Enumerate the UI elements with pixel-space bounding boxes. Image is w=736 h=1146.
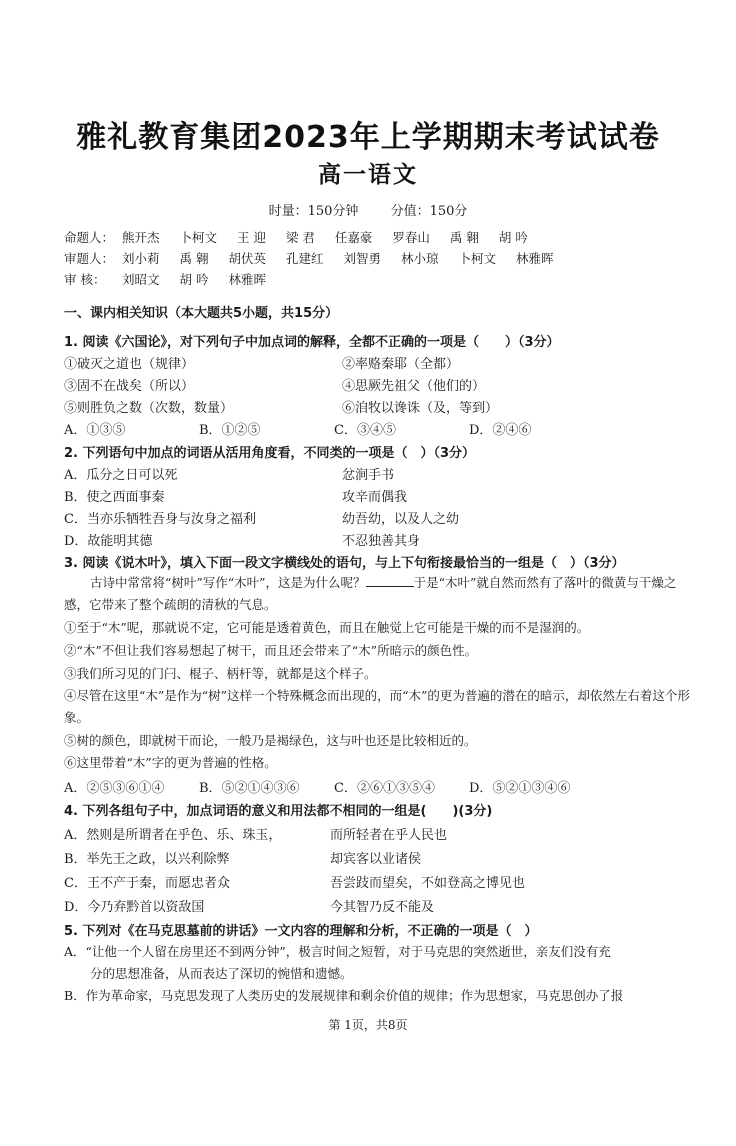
q2-option-right: 忿涧手书 xyxy=(342,468,395,483)
q3-sentence: ⑥这里带着“木”字的更为普遍的性格。 xyxy=(64,755,277,770)
question-3-stem: 3. 阅读《说木叶》，填入下面一段文字横线处的语句，与上下句衔接最恰当的一组是（ ）（3分） xyxy=(64,556,625,571)
q1-item: ③固不在战矣（所以） xyxy=(64,379,195,394)
staff-name: 林小琼 xyxy=(400,251,439,266)
q2-option-left: D．故能明其德 xyxy=(64,534,153,549)
q5-option-a-line1: A．“让他一个人留在房里还不到两分钟”，极言时间之短暂，对于马克思的突然逝世，亲友们没有充 xyxy=(64,944,611,959)
total-score: 分值：150分 xyxy=(390,204,468,219)
option-a: A．②⑤③⑥①④ xyxy=(64,781,165,796)
question-4-stem: 4. 下列各组句子中，加点词语的意义和用法都不相同的一组是( )(3分) xyxy=(64,804,493,819)
staff-name: 孔建红 xyxy=(285,251,324,266)
q4-option-right: 吾尝跂而望矣，不如登高之博见也 xyxy=(330,876,526,891)
q4-option-left: A．然则是所谓者在乎色、乐、珠玉， xyxy=(64,828,282,843)
staff-name: 梁 君 xyxy=(285,230,315,245)
q3-passage xyxy=(64,572,692,616)
section-heading: 一、课内相关知识（本大题共5小题，共15分） xyxy=(64,306,339,321)
staff-name: 禹 翱 xyxy=(449,230,479,245)
reviewers-row xyxy=(64,249,569,267)
staff-name: 卜柯文 xyxy=(179,230,217,245)
option-d: D．②④⑥ xyxy=(469,423,532,438)
q2-option-left: B．使之西面事秦 xyxy=(64,490,165,505)
staff-name: 王 迎 xyxy=(236,230,266,245)
q3-passage-before: 古诗中常常将“树叶”写作“木叶”，这是为什么呢？ xyxy=(90,575,366,590)
staff-name: 罗春山 xyxy=(392,230,430,245)
q4-option-right: 今其智乃反不能及 xyxy=(330,900,435,915)
staff-name: 刘小莉 xyxy=(121,251,160,266)
q2-option-right: 攻辛而偶我 xyxy=(342,490,408,505)
q1-item: ①破灭之道也（规律） xyxy=(64,357,195,372)
q4-option-left: C．王不产于秦，而愿忠者众 xyxy=(64,876,230,891)
page-number: 第 1页，共8页 xyxy=(328,1018,408,1032)
staff-name: 胡伏英 xyxy=(228,251,266,266)
staff-name: 胡 吟 xyxy=(179,272,209,287)
exam-meta xyxy=(0,200,736,219)
auditors-row xyxy=(64,270,282,288)
option-c: C．②⑥①③⑤④ xyxy=(334,781,435,796)
q4-option-right: 而所轻者在乎人民也 xyxy=(330,828,448,843)
question-2-stem: 2. 下列语句中加点的词语从活用角度看，不同类的一项是（ ）（3分） xyxy=(64,446,476,461)
staff-name: 卜柯文 xyxy=(458,251,496,266)
q5-option-a-line2: 分的思想准备，从而表达了深切的惋惜和遗憾。 xyxy=(90,966,353,981)
reviewers-names xyxy=(122,251,569,266)
staff-name: 任嘉豪 xyxy=(334,230,373,245)
q4-option-left: D．今乃弃黔首以资敌国 xyxy=(64,900,205,915)
proposers-row xyxy=(64,228,544,246)
staff-name: 林雅晖 xyxy=(228,272,266,287)
q2-option-left: C．当亦乐牺牲吾身与汝身之福利 xyxy=(64,512,256,527)
q5-option-b-line1: B．作为革命家，马克思发现了人类历史的发展规律和剩余价值的规律；作为思想家，马克思创办了报 xyxy=(64,988,624,1003)
exam-subject: 高一语文 xyxy=(318,162,418,188)
q1-options xyxy=(64,419,604,438)
auditors-names xyxy=(122,272,282,287)
q1-item: ④思厥先祖父（他们的） xyxy=(342,379,486,394)
staff-name: 胡 吟 xyxy=(498,230,528,245)
staff-name: 林雅晖 xyxy=(515,251,554,266)
staff-name: 禹 翱 xyxy=(179,251,209,266)
q3-sentence: ⑤树的颜色，即就树干而论，一般乃是褐绿色，这与叶也还是比较相近的。 xyxy=(64,733,477,748)
q3-sentence: ①至于“木”呢，那就说不定，它可能是透着黄色，而且在触觉上它可能是干燥的而不是湿润的。 xyxy=(64,620,590,635)
exam-title: 雅礼教育集团2023年上学期期末考试试卷 xyxy=(76,120,660,155)
q3-sentence: ③我们所习见的门闩、棍子、柄杆等，就都是这个样子。 xyxy=(64,666,377,681)
time-limit: 时量：150分钟 xyxy=(268,204,359,219)
option-a: A．①③⑤ xyxy=(64,423,126,438)
option-d: D．⑤②①③④⑥ xyxy=(469,781,571,796)
staff-name: 熊开杰 xyxy=(121,230,160,245)
proposers-names xyxy=(122,230,544,245)
staff-name: 刘昭文 xyxy=(121,272,160,287)
q1-item: ⑤则胜负之数（次数，数量） xyxy=(64,401,234,416)
q3-sentence: ②“木”不但让我们容易想起了树干，而且还会带来了“木”所暗示的颜色性。 xyxy=(64,643,478,658)
question-1-stem: 1. 阅读《六国论》，对下列句子中加点词的解释，全都不正确的一项是（ ）（3分） xyxy=(64,335,560,350)
q1-item: ②率赂秦耶（全都） xyxy=(342,357,460,372)
q2-option-right: 幼吾幼，以及人之幼 xyxy=(342,512,460,527)
q4-option-left: B．举先王之政，以兴利除弊 xyxy=(64,852,230,867)
option-b: B．①②⑤ xyxy=(199,423,261,438)
q3-sentence: ④尽管在这里“木”是作为“树”这样一个特殊概念而出现的，而“木”的更为普遍的潜在的暗示，却依然左右着这个形象。 xyxy=(64,688,690,725)
question-5-stem: 5. 下列对《在马克思墓前的讲话》一文内容的理解和分析，不正确的一项是（ ） xyxy=(64,924,538,939)
q3-passage-after: 于是“木叶”就自然而然有了落叶的微黄与干燥之感，它带来了整个疏朗的清秋的气息。 xyxy=(64,575,677,612)
reviewers-label: 审题人： xyxy=(64,251,115,266)
auditors-label: 审 核： xyxy=(64,272,106,287)
q2-option-left: A．瓜分之日可以死 xyxy=(64,468,178,483)
q1-item: ⑥洎牧以谗诛（及，等到） xyxy=(342,401,499,416)
answer-blank xyxy=(366,574,414,587)
staff-name: 刘智勇 xyxy=(343,251,381,266)
q4-option-right: 却宾客以业诸侯 xyxy=(330,852,422,867)
option-c: C．③④⑤ xyxy=(334,423,396,438)
q2-option-right: 不忍独善其身 xyxy=(342,534,421,549)
q3-options xyxy=(64,777,604,796)
proposers-label: 命题人： xyxy=(64,230,115,245)
option-b: B．⑤②①④③⑥ xyxy=(199,781,300,796)
